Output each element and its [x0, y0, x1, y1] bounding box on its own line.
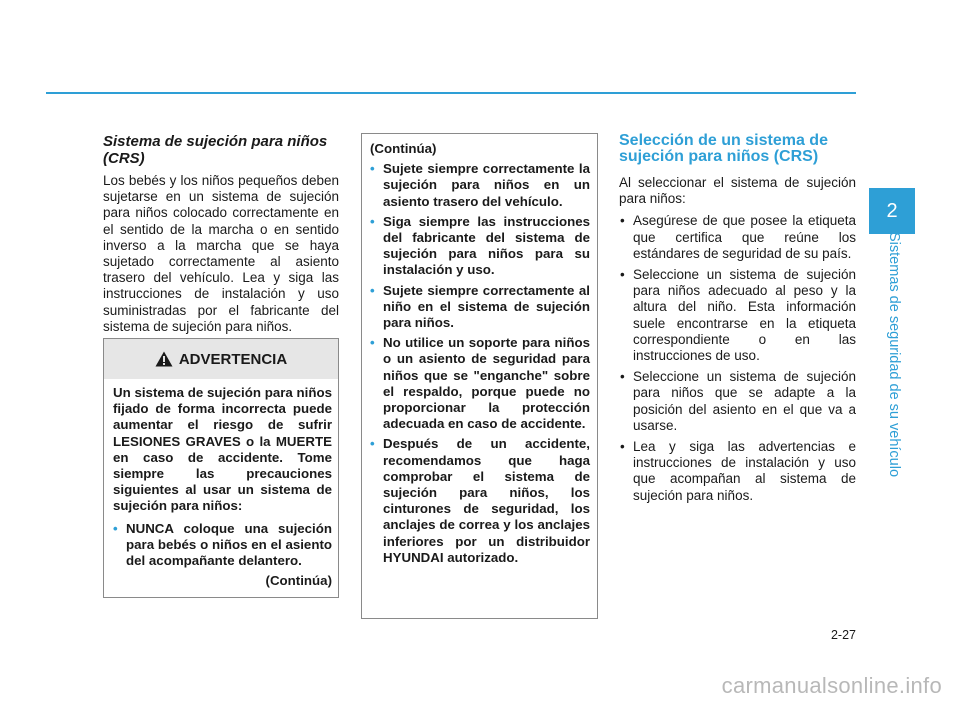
- bullet-icon: •: [370, 213, 375, 229]
- list-item: • NUNCA coloque una sujeción para bebés o niños en el asiento del acompañante delantero.: [113, 520, 332, 569]
- continued-warning-box: [361, 133, 598, 619]
- list-item: • Sujete siempre correctamente al niño en el sistema de sujeción para niños.: [370, 282, 590, 331]
- warning-list: [113, 521, 332, 570]
- list-item: • Seleccione un sistema de sujeción para niños que se adapte a la posición del asiento en el que va a usarse.: [620, 369, 856, 433]
- section-subtitle: Sistema de sujeción para niños (CRS): [103, 133, 328, 167]
- bullet-icon: •: [113, 520, 118, 536]
- bullet-icon: •: [620, 213, 625, 229]
- bullet-icon: •: [370, 161, 375, 177]
- list-item: • No utilice un soporte para niños o un asiento de seguridad para niños que se "enganche" sobre el respaldo, porque puede no proporcionar la protección adecuada en caso de accidente.: [370, 335, 590, 432]
- selection-column: [619, 133, 856, 509]
- continued-heading: (Continúa): [370, 141, 437, 156]
- intro-paragraph: Los bebés y los niños pequeños deben sujetarse en un sistema de sujeción para niños colocado correctamente en el sentido de la marcha o en sentido inverso a la marcha que se haya sujetado correctamente al asiento trasero del vehículo. Lea y siga las instrucciones de instalación y uso suministradas por el fabricante del sistema de sujeción para niños.: [103, 173, 339, 334]
- continued-note: (Continúa): [265, 573, 332, 589]
- bullet-icon: •: [620, 267, 625, 283]
- warning-header: [104, 339, 338, 379]
- list-item: • Asegúrese de que posee la etiqueta que certifica que reúne los estándares de seguridad de su país.: [620, 213, 856, 261]
- list-item: • Seleccione un sistema de sujeción para niños adecuado al peso y la altura del niño. Esta información suele encontrarse en la etiqueta correspondiente o en las instrucciones de uso.: [620, 267, 856, 364]
- continued-list: [370, 161, 590, 566]
- warning-title: ADVERTENCIA: [178, 350, 288, 368]
- list-item: • Después de un accidente, recomendamos que haga comprobar el sistema de sujeción para niños, los cinturones de seguridad, los anclajes de correa y los anclajes inferiores por un distribuidor HYUNDAI autorizado.: [370, 436, 590, 565]
- selection-intro: Al seleccionar el sistema de sujeción para niños:: [619, 175, 856, 207]
- intro-column: [103, 133, 339, 335]
- bullet-icon: •: [370, 282, 375, 298]
- chapter-title: Sistemas de seguridad de su vehículo: [886, 232, 902, 478]
- warning-box: [103, 338, 339, 598]
- list-item: • Siga siempre las instrucciones del fabricante del sistema de sujeción para niños para su instalación y uso.: [370, 213, 590, 278]
- chapter-tab: 2: [869, 188, 915, 234]
- top-rule: [46, 92, 856, 94]
- bullet-icon: •: [620, 439, 625, 455]
- section-title: Selección de un sistema de sujeción para niños (CRS): [619, 132, 828, 165]
- warning-text: Un sistema de sujeción para niños fijado de forma incorrecta puede aumentar el riesgo de sufrir LESIONES GRAVES o la MUERTE en caso de accidente. Tome siempre las precauciones siguientes al usar un sistema de sujeción para niños:: [113, 385, 332, 514]
- watermark: carmanualsonline.info: [721, 673, 942, 698]
- bullet-icon: •: [620, 369, 625, 385]
- warning-triangle-icon: [155, 351, 173, 367]
- warning-body: [104, 379, 338, 589]
- list-item: • Lea y siga las advertencias e instrucciones de instalación y uso que acompañan al sistema de sujeción para niños.: [620, 439, 856, 503]
- chapter-title-vertical: [878, 232, 908, 492]
- page-number: 2-27: [830, 628, 856, 642]
- bullet-icon: •: [370, 436, 375, 452]
- selection-list: [619, 213, 856, 503]
- bullet-icon: •: [370, 335, 375, 351]
- list-item: • Sujete siempre correctamente la sujeción para niños en un asiento trasero del vehículo.: [370, 161, 590, 209]
